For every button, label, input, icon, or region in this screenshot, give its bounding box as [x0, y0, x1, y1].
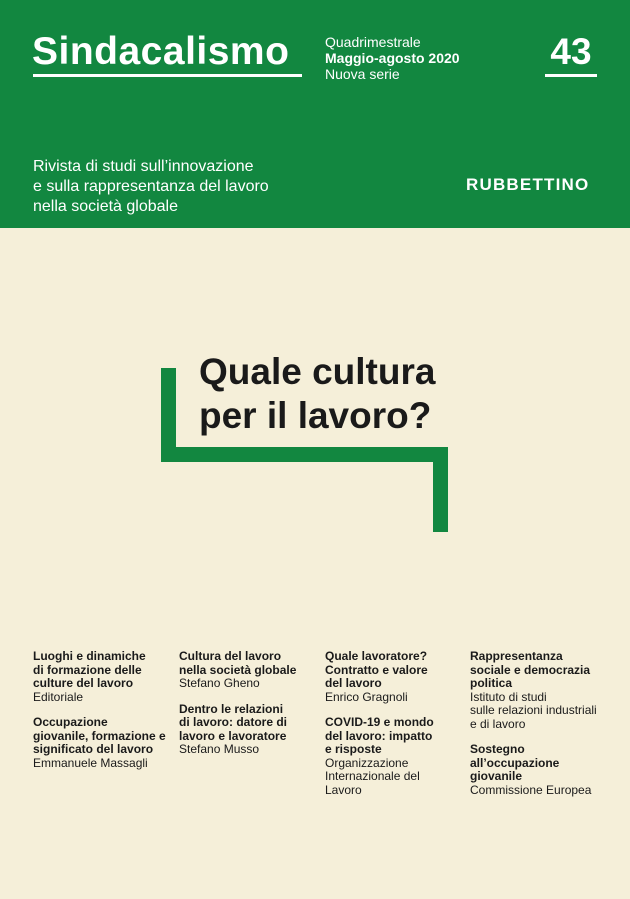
toc-item: [470, 650, 610, 731]
title-line: Luoghi e dinamiche: [33, 649, 146, 663]
title-line: Occupazione: [33, 715, 108, 729]
toc-item-author: [179, 677, 309, 691]
title-line: giovanile: [470, 769, 523, 783]
title-line: di formazione delle: [33, 662, 142, 677]
bracket-right-bar: [433, 447, 448, 532]
header-band: [0, 0, 630, 228]
toc-item-author: [179, 743, 309, 757]
title-line: lavoro e lavoratore: [179, 728, 287, 743]
title-line: COVID-19 e mondo: [325, 715, 434, 729]
issue-date: Maggio-agosto 2020: [325, 50, 460, 66]
title-line: politica: [470, 676, 513, 690]
author-line: Commissione Europea: [470, 782, 592, 797]
toc-item-title: [179, 703, 309, 744]
title-line: culture del lavoro: [33, 676, 134, 690]
title-line: del lavoro: [325, 676, 382, 690]
title-line: Cultura del lavoro: [179, 649, 282, 663]
table-of-contents: [0, 650, 630, 850]
title-line: sociale e democrazia: [470, 662, 591, 677]
author-line: sulle relazioni industriali: [470, 703, 597, 717]
headline-line: Quale cultura: [199, 351, 436, 392]
author-line: e di lavoro: [470, 716, 526, 731]
issue-series: Nuova serie: [325, 66, 400, 82]
toc-item: [179, 650, 309, 691]
author-line: Stefano Musso: [179, 742, 260, 756]
toc-item-title: [33, 716, 168, 757]
toc-item: [33, 716, 168, 770]
toc-column: [470, 650, 610, 809]
toc-item-author: [470, 691, 610, 732]
journal-title-underline: [33, 74, 302, 77]
bracket-bottom-bar: [161, 447, 448, 462]
issue-meta: [325, 34, 460, 82]
title-line: Quale lavoratore?: [325, 649, 428, 663]
author-line: Editoriale: [33, 689, 84, 704]
title-line: del lavoro: impatto: [325, 728, 433, 743]
issue-headline: [199, 350, 479, 438]
title-line: nella società globale: [179, 662, 297, 677]
toc-item-author: [470, 784, 610, 798]
title-line: Sostegno: [470, 742, 525, 756]
author-line: Emmanuele Massagli: [33, 755, 148, 770]
issue-frequency: Quadrimestrale: [325, 34, 421, 50]
title-line: di lavoro: datore di: [179, 715, 288, 729]
journal-title: Sindacalismo: [32, 30, 290, 73]
author-line: Istituto di studi: [470, 689, 547, 704]
subtitle-line: nella società globale: [33, 198, 178, 215]
toc-item-title: [470, 743, 610, 784]
subtitle-line: Rivista di studi sull’innovazione: [33, 158, 254, 175]
title-line: Rappresentanza: [470, 649, 563, 663]
toc-item: [325, 650, 455, 704]
title-line: Contratto e valore: [325, 662, 428, 677]
title-line: significato del lavoro: [33, 742, 154, 756]
title-line: giovanile, formazione e: [33, 728, 166, 743]
author-line: Lavoro: [325, 782, 362, 797]
toc-item-title: [325, 716, 455, 757]
journal-subtitle: [33, 157, 333, 217]
title-line: e risposte: [325, 742, 382, 756]
toc-item-title: [470, 650, 610, 691]
toc-item-title: [179, 650, 309, 677]
toc-column: [179, 650, 309, 769]
toc-item-title: [33, 650, 168, 691]
subtitle-line: e sulla rappresentanza del lavoro: [33, 178, 269, 195]
author-line: Enrico Gragnoli: [325, 689, 408, 704]
toc-column: [33, 650, 168, 782]
author-line: Organizzazione: [325, 755, 409, 770]
toc-column: [325, 650, 455, 809]
toc-item-author: [33, 691, 168, 705]
issue-number-underline: [545, 74, 597, 77]
toc-item: [470, 743, 610, 797]
toc-item: [179, 703, 309, 757]
author-line: Internazionale del: [325, 769, 420, 783]
title-line: all’occupazione: [470, 755, 560, 770]
issue-number: 43: [550, 31, 592, 72]
publisher-logo: RUBBETTINO: [466, 175, 590, 194]
toc-item-author: [33, 757, 168, 771]
toc-item: [325, 716, 455, 797]
author-line: Stefano Gheno: [179, 676, 260, 690]
toc-item-author: [325, 691, 455, 705]
toc-item: [33, 650, 168, 704]
toc-item-title: [325, 650, 455, 691]
toc-item-author: [325, 757, 455, 798]
title-line: Dentro le relazioni: [179, 701, 284, 716]
headline-line: per il lavoro?: [199, 395, 432, 436]
